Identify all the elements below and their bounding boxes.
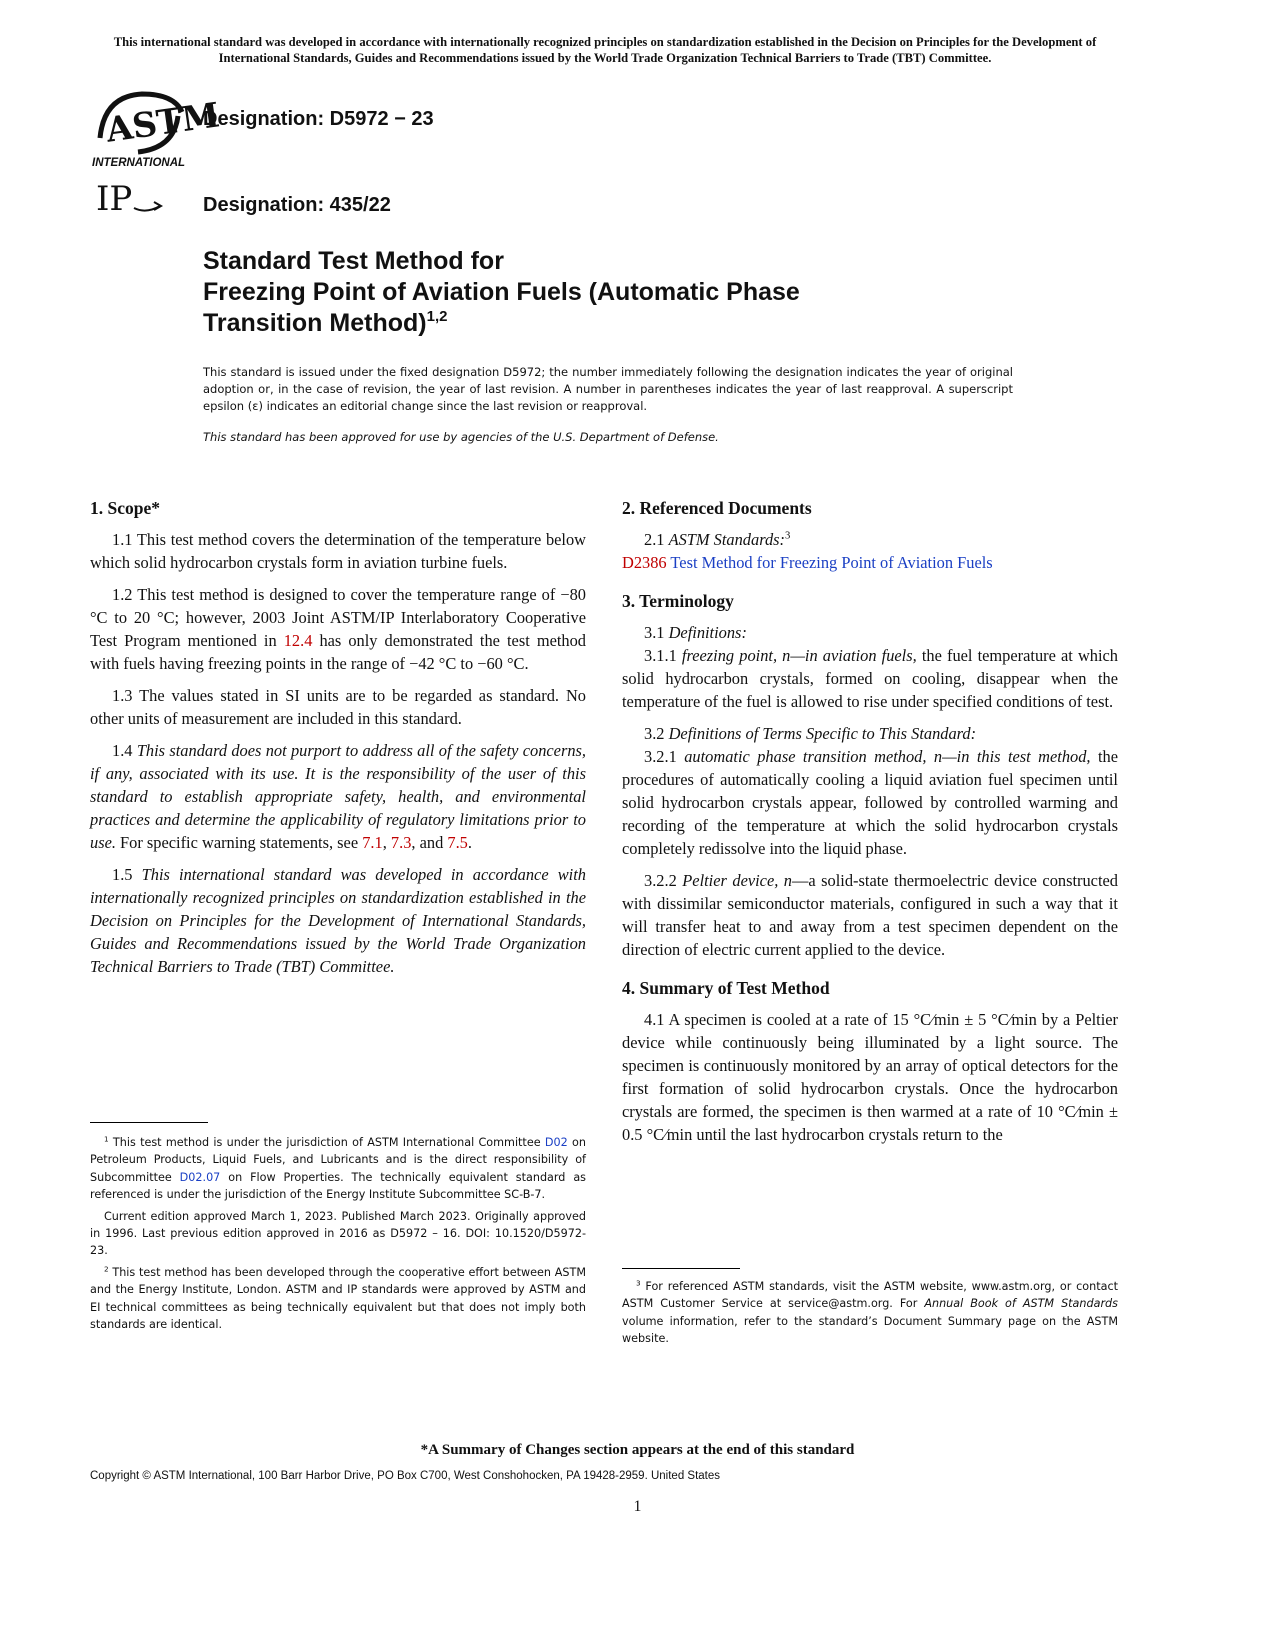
astm-designation: Designation: D5972 − 23	[203, 108, 434, 130]
section-3-2-1: 3.2.1 automatic phase transition method, n—in this test method, the procedures of automatically cooling a liquid aviation fuel specimen until solid hydrocarbon crystals appear, followed by controlled warming and recording of the temperature at which the solid hydrocarbon crystals completely redissolve into the liquid phase.	[622, 747, 1118, 858]
title-line-2: Freezing Point of Aviation Fuels (Automatic Phase	[203, 278, 800, 306]
footnote-edition: Current edition approved March 1, 2023. Published March 2023. Originally approved in 1996. Last previous edition approved in 2016 as D5972 – 16. DOI: 10.1520/D5972-23.	[90, 1209, 586, 1258]
link-d02-07[interactable]: D02.07	[179, 1170, 221, 1184]
link-d2386[interactable]: D2386	[622, 553, 667, 572]
footnote-divider-left	[90, 1122, 208, 1123]
document-title	[203, 246, 800, 339]
section-4-1: 4.1 A specimen is cooled at a rate of 15 °C⁄min ± 5 °C⁄min by a Peltier device while continuously being illuminated by a light source. The specimen is continuously monitored by an array of optical detectors for the first formation of solid hydrocarbon crystals. Once the hydrocarbon crystals are formed, the specimen is then warmed at a rate of 10 °C⁄min ± 0.5 °C⁄min until the last hydrocarbon crystals return to the	[622, 1010, 1118, 1144]
link-12-4[interactable]: 12.4	[283, 631, 313, 650]
title-line-3: Transition Method)	[203, 309, 427, 337]
section-3-1-1: 3.1.1 freezing point, n—in aviation fuels, the fuel temperature at which solid hydrocarbon crystals, formed on cooling, disappear when the temperature of the fuel is allowed to rise under specified conditions of test.	[622, 646, 1119, 711]
copyright: Copyright © ASTM International, 100 Barr Harbor Drive, PO Box C700, West Conshohocken, PA 19428-2959. United States	[90, 1470, 721, 1482]
page-number: 1	[633, 1498, 642, 1515]
astm-logo	[90, 86, 222, 170]
section-1-2: 1.2 This test method is designed to cover the temperature range of −80 °C to 20 °C; however, 2003 Joint ASTM/IP Interlaboratory Cooperative Test Program mentioned in 12.4 has only demonstrated the test method with fuels having freezing points in the range of −42 °C to −60 °C.	[90, 585, 586, 673]
svg-text:ASTM: ASTM	[103, 95, 222, 151]
footnote-3: $^3$ For referenced ASTM standards, visit the ASTM website, www.astm.org, or contact ASTM Customer Service at service@astm.org. For Annual Book of ASTM Standards volume information, refer to the standard’s Document Summary page on the ASTM website.	[622, 1278, 1118, 1346]
ip-logo	[94, 180, 166, 220]
section-1-5: 1.5 This international standard was developed in accordance with internationally recognized principles on standardization established in the Decision on Principles for the Development of International Standards, Guides and Recommendations issued by the World Trade Organization Technical Barriers to Trade (TBT) Committee.	[90, 865, 586, 976]
left-column	[90, 497, 586, 987]
section-1-3: 1.3 The values stated in SI units are to be regarded as standard. No other units of measurement are included in this standard.	[90, 686, 586, 728]
ip-designation: Designation: 435/22	[203, 194, 391, 216]
section-1-1: 1.1 This test method covers the determination of the temperature below which solid hydrocarbon crystals form in aviation turbine fuels.	[90, 530, 586, 572]
section-2-1: 2.1 ASTM Standards:$^3$	[644, 530, 791, 549]
issued-note: This standard is issued under the fixed designation D5972; the number immediately following the designation indicates the year of original adoption or, in the case of revision, the year of last revision. A number in parentheses indicates the year of last reapproval. A superscript epsilon (ε) indicates an editorial change since the last revision or reapproval.	[203, 365, 1013, 413]
scope-heading: 1. Scope*	[90, 498, 160, 518]
title-line-1: Standard Test Method for	[203, 247, 504, 275]
section-1-4: 1.4 This standard does not purport to address all of the safety concerns, if any, associated with its use. It is the responsibility of the user of this standard to establish appropriate safety, health, and environmental practices and determine the applicability of regulatory limitations prior to use. For specific warning statements, see 7.1, 7.3, and 7.5.	[90, 741, 586, 852]
terminology-heading: 3. Terminology	[622, 591, 734, 611]
link-d2386-title[interactable]: Test Method for Freezing Point of Aviation Fuels	[666, 553, 993, 572]
summary-heading: 4. Summary of Test Method	[622, 978, 830, 998]
section-3-2: 3.2 Definitions of Terms Specific to This Standard:	[644, 724, 977, 743]
link-7-1[interactable]: 7.1	[362, 833, 383, 852]
footnote-1: $^1$ This test method is under the jurisdiction of ASTM International Committee D02 on Petroleum Products, Liquid Fuels, and Lubricants and is the direct responsibility of Subcommittee D02.07 on Flow Properties. The technically equivalent standard as referenced is under the jurisdiction of the Energy Institute Subcommittee SC-B-7.	[90, 1134, 586, 1202]
footnotes-left	[90, 1134, 586, 1337]
link-7-3[interactable]: 7.3	[390, 833, 412, 852]
footnote-divider-right	[622, 1268, 740, 1269]
footnote-2: $^2$ This test method has been developed through the cooperative effort between ASTM and the Energy Institute, London. ASTM and IP standards were approved by ASTM and EI technical committees as being technically equivalent but that does not imply both standards are identical.	[90, 1264, 586, 1332]
right-column	[622, 497, 1118, 1155]
link-d02[interactable]: D02	[544, 1136, 568, 1149]
footnotes-right	[622, 1278, 1118, 1352]
wto-notice: This international standard was developed in accordance with internationally recognized principles on standardization established in the Decision on Principles for the Development of International Standards, Guides and Recommendations issued by the World Trade Organization Technical Barriers to Trade (TBT) Committee.	[113, 35, 1097, 65]
svg-text:IP: IP	[96, 179, 133, 219]
referenced-d2386[interactable]	[622, 551, 1118, 574]
dod-note: This standard has been approved for use by agencies of the U.S. Department of Defense.	[203, 430, 719, 444]
summary-of-changes-note: *A Summary of Changes section appears at the end of this standard	[420, 1442, 855, 1458]
astm-logo-word: INTERNATIONAL	[92, 157, 186, 169]
section-3-1: 3.1 Definitions:	[644, 623, 747, 642]
referenced-documents-heading: 2. Referenced Documents	[622, 498, 812, 518]
section-3-2-2: 3.2.2 Peltier device, n—a solid-state thermoelectric device constructed with dissimilar semiconductor materials, configured in such a way that it will transfer heat to and away from a test specimen dependent on the direction of electric current applied to the device.	[622, 871, 1118, 959]
title-footnote-ref[interactable]: 1,2	[426, 308, 448, 325]
link-7-5[interactable]: 7.5	[447, 833, 468, 852]
